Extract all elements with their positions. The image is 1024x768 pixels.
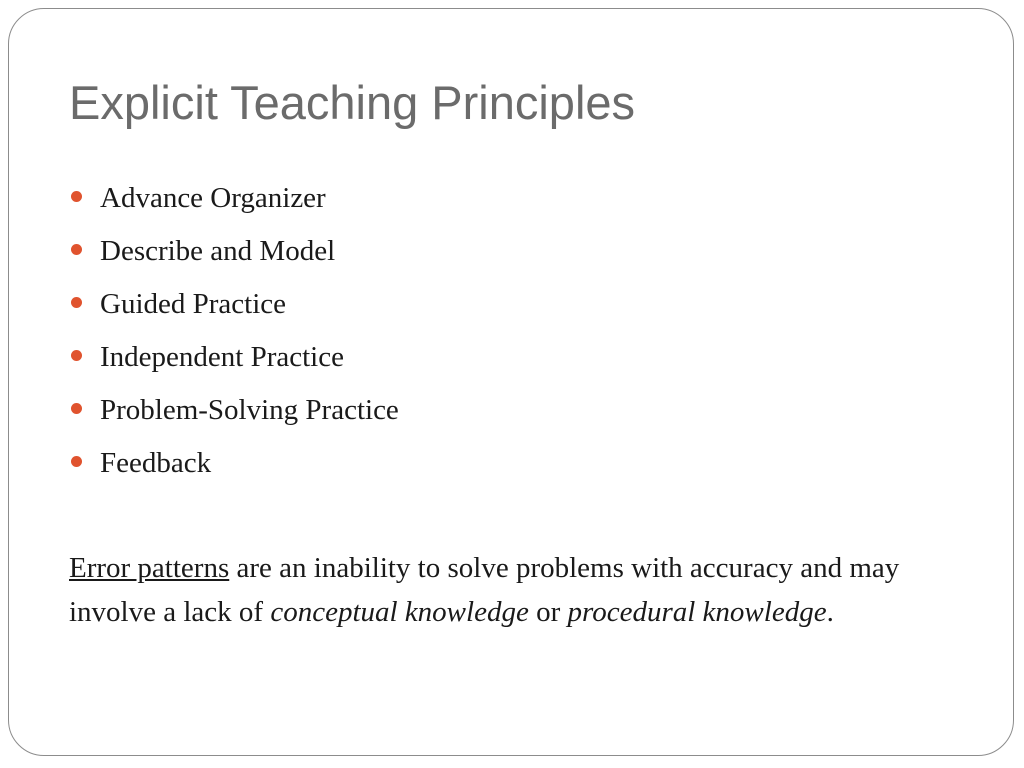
error-patterns-term: Error patterns xyxy=(69,552,230,584)
note-text: are an inability to solve problems with accuracy and may involve a lack of xyxy=(69,552,900,628)
bullet-text: Advance Organizer xyxy=(100,182,326,214)
bullet-text: Guided Practice xyxy=(100,288,287,320)
bullet-item xyxy=(69,230,399,283)
note-text: . xyxy=(826,596,834,628)
bullet-text: Describe and Model xyxy=(100,235,336,267)
bullet-list xyxy=(69,177,399,495)
bullet-text: Feedback xyxy=(100,447,212,479)
bullet-item xyxy=(69,336,399,389)
bullet-text: Independent Practice xyxy=(100,341,344,373)
bullet-item xyxy=(69,283,399,336)
slide-title: Explicit Teaching Principles xyxy=(69,76,636,129)
conceptual-knowledge-term: conceptual knowledge xyxy=(270,596,529,628)
bullet-dot-icon xyxy=(71,244,82,255)
bullet-item xyxy=(69,442,399,495)
bullet-dot-icon xyxy=(71,297,82,308)
bullet-dot-icon xyxy=(71,350,82,361)
bullet-item xyxy=(69,177,399,230)
bullet-dot-icon xyxy=(71,191,82,202)
procedural-knowledge-term: procedural knowledge xyxy=(567,596,827,628)
bullet-dot-icon xyxy=(71,403,82,414)
slide-frame xyxy=(8,8,1014,756)
bullet-text: Problem-Solving Practice xyxy=(100,394,399,426)
note-text: or xyxy=(528,596,568,628)
bullet-dot-icon xyxy=(71,456,82,467)
error-patterns-note xyxy=(69,546,974,634)
bullet-item xyxy=(69,389,399,442)
